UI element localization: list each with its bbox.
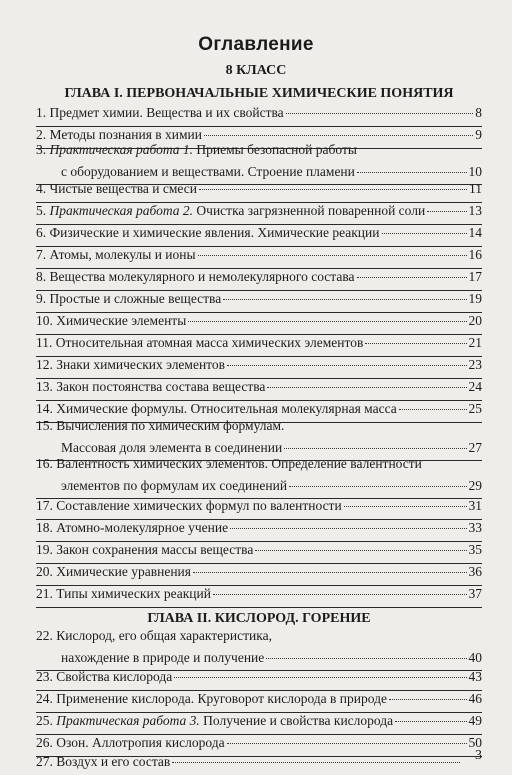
toc-entry: 20. Химические уравнения 36: [36, 563, 482, 586]
grade-heading: 8 КЛАСС: [225, 63, 287, 78]
toc-entry: 9. Простые и сложные вещества 19: [36, 290, 482, 313]
page-title: Оглавление: [198, 34, 314, 55]
toc-entry: 21. Типы химических реакций 37: [36, 585, 482, 608]
toc-entry: 23. Свойства кислорода 43: [36, 668, 482, 691]
toc-entry: 24. Применение кислорода. Круговорот кислорода в природе 46: [36, 690, 482, 713]
toc-entry: 1. Предмет химии. Вещества и их свойства 8: [36, 104, 482, 127]
toc-entry: 14. Химические формулы. Относительная молекулярная масса 25: [36, 400, 482, 423]
toc-entry: 22. Кислород, его общая характеристика, нахождение в природе и получение 40: [36, 627, 482, 671]
toc-entry: 5. Практическая работа 2. Очистка загрязненной поваренной соли 13: [36, 202, 482, 225]
toc-entry: 7. Атомы, молекулы и ионы 16: [36, 246, 482, 269]
toc-entry: 3. Практическая работа 1. Приемы безопасной работы с оборудованием и веществами. Строение пламени 10: [36, 141, 482, 185]
toc-entry: 2. Методы познания в химии 9: [36, 126, 482, 149]
toc-entry: 17. Составление химических формул по валентности 31: [36, 497, 482, 520]
toc-entry: 6. Физические и химические явления. Химические реакции 14: [36, 224, 482, 247]
toc-entry: 18. Атомно-молекулярное учение 33: [36, 519, 482, 542]
toc-entry: 27. Воздух и его состав: [36, 753, 482, 775]
chapter-heading: ГЛАВА I. ПЕРВОНАЧАЛЬНЫЕ ХИМИЧЕСКИЕ ПОНЯТИЯ: [64, 86, 454, 101]
chapter-heading: ГЛАВА II. КИСЛОРОД. ГОРЕНИЕ: [147, 611, 371, 626]
toc-entry: 12. Знаки химических элементов 23: [36, 356, 482, 379]
toc-entry: 8. Вещества молекулярного и немолекулярного состава 17: [36, 268, 482, 291]
toc-entry: 26. Озон. Аллотропия кислорода 50: [36, 734, 482, 757]
toc-entry: 4. Чистые вещества и смеси 11: [36, 180, 482, 203]
toc-entry: 11. Относительная атомная масса химических элементов 21: [36, 334, 482, 357]
toc-entry: 13. Закон постоянства состава вещества 24: [36, 378, 482, 401]
toc-entry: 10. Химические элементы 20: [36, 312, 482, 335]
toc-entry: 25. Практическая работа 3. Получение и свойства кислорода 49: [36, 712, 482, 735]
toc-entry: 15. Вычисления по химическим формулам. Массовая доля элемента в соединении 27: [36, 417, 482, 461]
page-number: 3: [475, 748, 482, 763]
toc-entry: 16. Валентность химических элементов. Определение валентности элементов по формулам их соединений 29: [36, 455, 482, 499]
toc-entry: 19. Закон сохранения массы вещества 35: [36, 541, 482, 564]
